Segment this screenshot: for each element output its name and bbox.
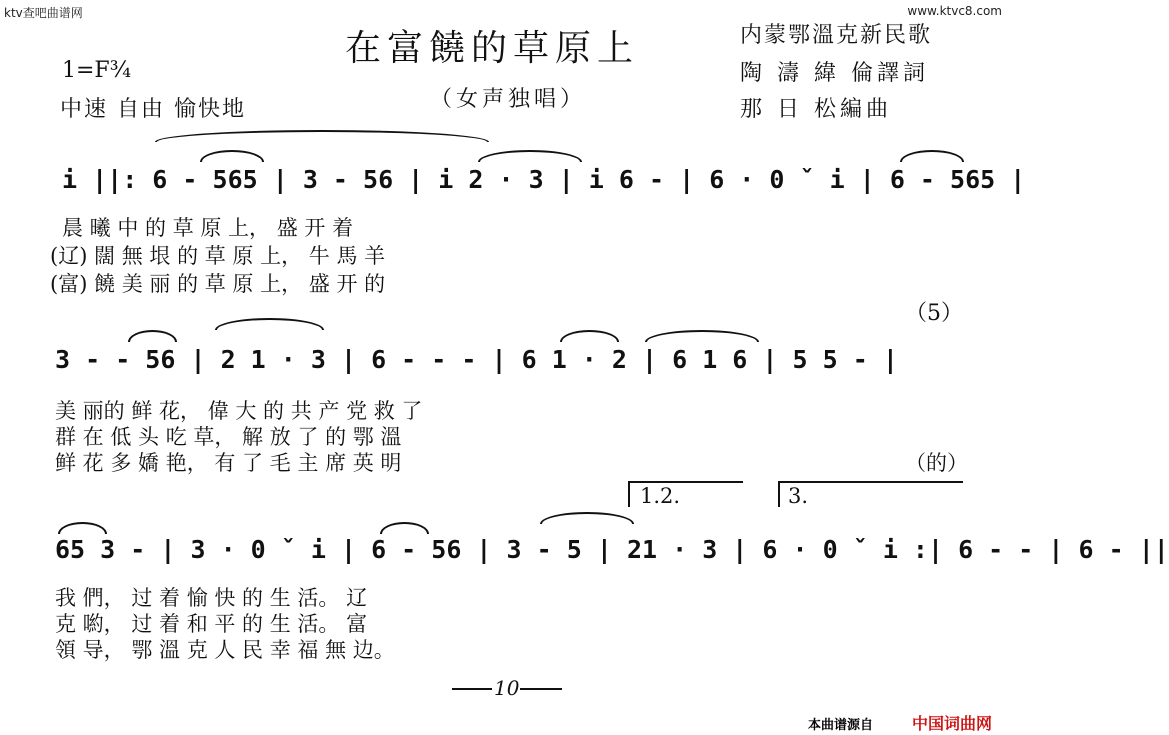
lyric-line-1-verse-3: (富) 饒 美 丽 的 草 原 上， 盛 开 的 <box>50 272 386 296</box>
volta-edge <box>778 481 780 507</box>
volta-first: 1.2. <box>640 484 681 508</box>
song-subtitle: （女声独唱） <box>430 87 587 112</box>
lyric-line-3-verse-3: 領 导， 鄂 溫 克 人 民 幸 福 無 边。 <box>55 638 395 662</box>
credit-origin: 内蒙鄂溫克新民歌 <box>740 23 933 48</box>
song-title: 在富饒的草原上 <box>345 28 640 69</box>
notation-line-2: 3 - - 56 | 2 1 · 3 | 6 - - - | 6 1 · 2 | 6 1 6 | 5 5 - | <box>55 345 898 374</box>
slur <box>900 150 964 162</box>
credit-composer: 那 日 松編曲 <box>740 97 892 122</box>
notation-line-1: i ||: 6 - 565 | 3 - 56 | i 2 · 3 | i 6 - | 6 · 0 ˇ i | 6 - 565 | <box>62 165 1026 194</box>
lyric-line-1-verse-2: (辽) 闊 無 垠 的 草 原 上， 牛 馬 羊 <box>50 244 386 268</box>
volta-bracket <box>778 481 963 483</box>
lyric-line-2-verse-2: 群 在 低 头 吃 草， 解 放 了 的 鄂 溫 <box>55 425 402 449</box>
slur <box>58 522 107 534</box>
lyric-tail: （的） <box>905 451 968 475</box>
watermark-left: ktv查吧曲谱网 <box>4 6 83 20</box>
lyric-line-2-verse-3: 鲜 花 多 嬌 艳， 有 了 毛 主 席 英 明 <box>55 451 402 475</box>
slur <box>478 150 582 162</box>
lyric-line-3-verse-1: 我 們， 过 着 愉 快 的 生 活。 辽 <box>55 586 368 610</box>
page-rule-right <box>520 688 562 690</box>
slur <box>155 130 489 142</box>
page-rule-left <box>452 688 492 690</box>
footer-site: 中国词曲网 <box>912 714 993 733</box>
volta-second: 3. <box>788 484 809 508</box>
slur <box>380 522 429 534</box>
notation-line-3: 65 3 - | 3 · 0 ˇ i | 6 - 56 | 3 - 5 | 21 · 3 | 6 · 0 ˇ i :| 6 - - | 6 - || <box>55 535 1169 564</box>
tempo-marking: 中速 自由 愉快地 <box>60 97 246 122</box>
slur <box>560 330 619 342</box>
watermark-right: www.ktvc8.com <box>907 4 1002 18</box>
page-number: 10 <box>494 676 520 700</box>
lyric-line-1-verse-1: 晨 曦 中 的 草 原 上， 盛 开 着 <box>62 216 354 240</box>
key-signature: 1=F¾ <box>62 58 132 83</box>
lyric-line-3-verse-2: 克 喲， 过 着 和 平 的 生 活。 富 <box>55 612 368 636</box>
measure-number: （5） <box>905 301 963 326</box>
slur <box>215 318 324 330</box>
slur <box>540 512 634 524</box>
slur <box>645 330 759 342</box>
slur <box>200 150 264 162</box>
footer-source: 本曲谱源自 <box>808 718 874 733</box>
credit-lyricist: 陶 濤 緯 倫譯詞 <box>740 61 929 86</box>
volta-edge <box>628 481 630 507</box>
volta-bracket <box>628 481 743 483</box>
slur <box>128 330 177 342</box>
lyric-line-2-verse-1: 美 丽的 鲜 花， 偉 大 的 共 产 党 救 了 <box>55 399 423 423</box>
